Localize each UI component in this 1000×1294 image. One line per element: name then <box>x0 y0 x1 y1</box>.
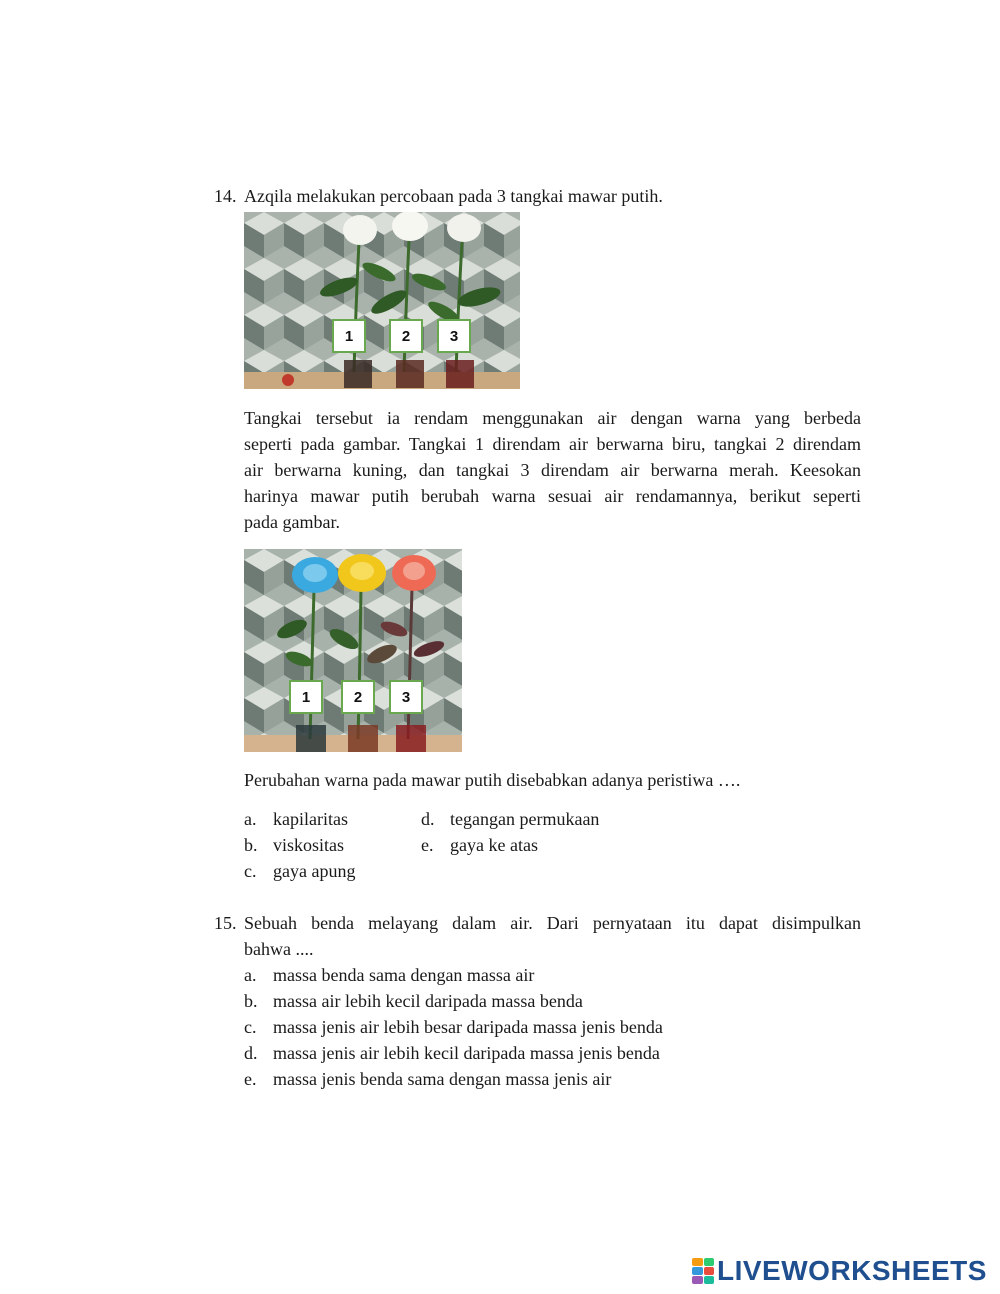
liveworksheets-logo-text: LIVEWORKSHEETS <box>717 1255 987 1286</box>
q15-option-c-text[interactable]: massa jenis air lebih besar daripada massa jenis benda <box>273 1017 663 1037</box>
paragraph-line-5: pada gambar. <box>244 512 340 532</box>
q15-option-d-text[interactable]: massa jenis air lebih kecil daripada massa jenis benda <box>273 1043 660 1063</box>
q15-option-d-letter: d. <box>244 1043 258 1063</box>
image1-label-3: 3 <box>437 319 471 353</box>
image1-label-2: 2 <box>389 319 423 353</box>
q14-option-b-letter: b. <box>244 835 258 855</box>
question-14-intro: Azqila melakukan percobaan pada 3 tangkai mawar putih. <box>244 186 663 206</box>
question-15-number: 15. <box>214 913 237 933</box>
paragraph-line-3: air berwarna kuning, dan tangkai 3 direndam air berwarna merah. Keesokan <box>244 460 861 480</box>
image1-label-1: 1 <box>332 319 366 353</box>
q14-option-c-letter: c. <box>244 861 257 881</box>
paragraph-line-4: harinya mawar putih berubah warna sesuai air rendamannya, berikut seperti <box>244 486 861 506</box>
image2-label-2: 2 <box>341 680 375 714</box>
question-15-stem-line-1: Sebuah benda melayang dalam air. Dari pernyataan itu dapat disimpulkan <box>244 913 861 933</box>
q15-option-b-letter: b. <box>244 991 258 1011</box>
q14-option-a-letter: a. <box>244 809 257 829</box>
white-roses-photo <box>244 212 520 389</box>
question-15-stem-line-2: bahwa .... <box>244 939 314 959</box>
q14-option-e-letter: e. <box>421 835 434 855</box>
liveworksheets-logo-icon <box>692 1258 714 1284</box>
liveworksheets-logo[interactable] <box>692 1255 987 1287</box>
q15-option-e-text[interactable]: massa jenis benda sama dengan massa jenis air <box>273 1069 612 1089</box>
q15-option-e-letter: e. <box>244 1069 257 1089</box>
colored-roses-photo <box>244 549 462 752</box>
q14-option-d-letter: d. <box>421 809 435 829</box>
q15-option-c-letter: c. <box>244 1017 257 1037</box>
q15-option-b-text[interactable]: massa air lebih kecil daripada massa benda <box>273 991 583 1011</box>
paragraph-line-1: Tangkai tersebut ia rendam menggunakan air dengan warna yang berbeda <box>244 408 861 428</box>
question-14-prompt: Perubahan warna pada mawar putih disebabkan adanya peristiwa …. <box>244 770 741 790</box>
image2-label-3: 3 <box>389 680 423 714</box>
q14-option-b-text[interactable]: viskositas <box>273 835 345 855</box>
paragraph-line-2: seperti pada gambar. Tangkai 1 direndam air berwarna biru, tangkai 2 direndam <box>244 434 861 454</box>
q15-option-a-text[interactable]: massa benda sama dengan massa air <box>273 965 535 985</box>
image2-label-1: 1 <box>289 680 323 714</box>
q14-option-d-text[interactable]: tegangan permukaan <box>450 809 600 829</box>
q14-option-a-text[interactable]: kapilaritas <box>273 809 348 829</box>
q15-option-a-letter: a. <box>244 965 257 985</box>
q14-option-e-text[interactable]: gaya ke atas <box>450 835 538 855</box>
question-14-number: 14. <box>214 186 237 206</box>
q14-option-c-text[interactable]: gaya apung <box>273 861 356 881</box>
